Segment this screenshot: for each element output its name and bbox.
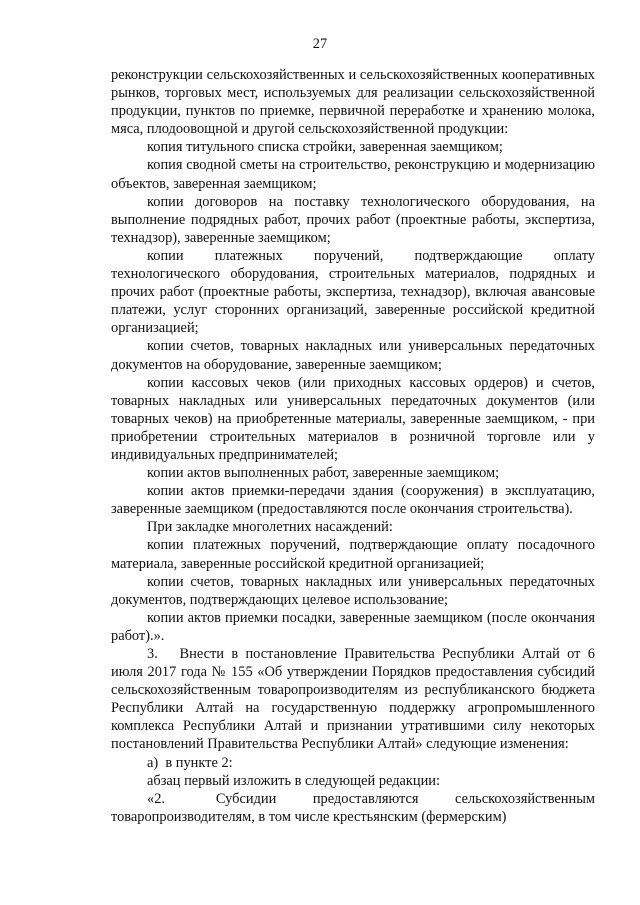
paragraph: реконструкции сельскохозяйственных и сельскохозяйственных кооперативных рынков, торговых мест, используемых для реализации сельскохозяйственной продукции, пунктов по приемке, первичной переработке и хранению молока, мяса, плодоовощной и другой сельскохозяйственной продукции:	[111, 67, 595, 138]
paragraph: копии договоров на поставку технологического оборудования, на выполнение подрядных работ, прочих работ (проектные работы, экспертиза, технадзор), заверенные заемщиком;	[111, 193, 595, 246]
paragraph: «2. Субсидии предоставляются сельскохозяйственным товаропроизводителям, в том числе крестьянским (фермерским)	[111, 790, 595, 825]
page-number: 27	[312, 36, 328, 52]
paragraph: копии актов приемки-передачи здания (сооружения) в эксплуатацию, заверенные заемщиком (предоставляются после окончания строительства).	[111, 483, 595, 518]
paragraph: копии счетов, товарных накладных или универсальных передаточных документов, подтверждающих целевое использование;	[111, 573, 595, 608]
paragraph: абзац первый изложить в следующей редакции:	[147, 772, 441, 789]
document-body	[111, 66, 595, 826]
paragraph: копии кассовых чеков (или приходных кассовых ордеров) и счетов, товарных накладных или универсальных передаточных документов (или товарных чеков) на приобретенные материалы, заверенные заемщиком, - при приобретении строительных материалов в розничной торговле или у индивидуальных предпринимателей;	[111, 374, 595, 463]
paragraph: а) в пункте 2:	[147, 754, 233, 771]
paragraph: копии актов приемки посадки, заверенные заемщиком (после окончания работ).».	[111, 609, 595, 644]
paragraph: копии платежных поручений, подтверждающие оплату технологического оборудования, строительных материалов, подрядных и прочих работ (проектные работы, экспертиза, технадзор), включая авансовые платежи, услуг сторонних организаций, заверенные российской кредитной организацией;	[111, 247, 595, 337]
paragraph: 3. Внести в постановление Правительства Республики Алтай от 6 июля 2017 года № 155 «Об утверждении Порядков предоставления субсидий сельскохозяйственным товаропроизводителям из республиканского бюджета Республики Алтай на государственную поддержку агропромышленного комплекса Республики Алтай и признании утратившими силу некоторых постановлений Правительства Республики Алтай» следующие изменения:	[111, 646, 595, 753]
paragraph: копия сводной сметы на строительство, реконструкцию и модернизацию объектов, заверенная заемщиком;	[111, 157, 595, 192]
paragraph: копии платежных поручений, подтверждающие оплату посадочного материала, заверенные российской кредитной организацией;	[111, 537, 595, 572]
paragraph: При закладке многолетних насаждений:	[147, 519, 393, 536]
paragraph: копия титульного списка стройки, заверенная заемщиком;	[147, 139, 503, 156]
paragraph: копии актов выполненных работ, заверенные заемщиком;	[147, 465, 500, 482]
paragraph: копии счетов, товарных накладных или универсальных передаточных документов на оборудование, заверенные заемщиком;	[111, 338, 595, 373]
